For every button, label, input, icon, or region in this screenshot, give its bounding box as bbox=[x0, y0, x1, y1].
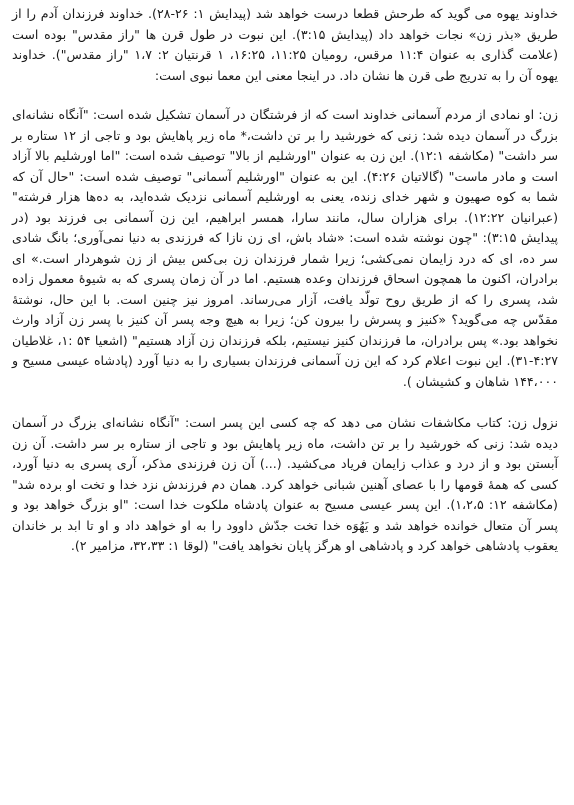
paragraph-woman: زن: او نمادی از مردم آسمانی خداوند است که از فرشتگان در آسمان تشکیل شده است: "آنگاه نشانه‌ای بزرگ در آسمان دیده شد: زنی که خورشید را بر تن داشت،* ماه زیر پاهایش بود و تاجی از ۱۲ ستاره بر سر داشت" (مکاشفه ۱۲:۱). این زن به عنوان "اورشلیم از بالا" توصیف شده است: "اما اورشلیم بالا آزاد است و مادر ماست" (گالاتیان ۴:۲۶). این به عنوان "اورشلیم آسمانی" توصیف شده است: "حال آن که شما به کوه صهیون و شهر خدای زنده، یعنی به اورشلیم آسمانی نزدیک شده‌اید، به ده‌ها هزار فرشته" (عبرانیان ۱۲:۲۲). برای هزاران سال، مانند سارا، همسر ابراهیم، این زن آسمانی بی فرزند بود (در پیدایش ۳:۱۵): "چون نوشته شده است: «شاد باش، ای زن نازا که فرزندی به دنیا نمی‌آوری؛ بانگ شادی سر ده، ای که درد زایمان نمی‌کشی؛ زیرا شمار فرزندان زن بی‌کس بیش از زن شوهردار است.» ای برادران، اکنون ما همچون اسحاق فرزندان وعده هستیم. اما در آن زمان پسری که به شیوهٔ معمول زاده شد، پسری را که از طریق روح تولّد یافت، آزار می‌رساند. امروز نیز چنین است. با این حال، نوشتهٔ مقدّس چه می‌گوید؟ «کنیز و پسرش را بیرون کن؛ زیرا به هیچ وجه پسر آن کنیز با پسر زن آزاد وارث نخواهد بود.» پس برادران، ما فرزندان کنیز نیستیم، بلکه فرزندان زن آزاد هستیم" (اشعیا ۵۴ :۱، غلاطیان ۴:۲۷-۳۱). این نبوت اعلام کرد که این زن آسمانی فرزندان بسیاری را به دنیا آورد (پادشاه عیسی مسیح و ۱۴۴،۰۰۰ شاهان و کشیشان ). bbox=[12, 107, 559, 389]
paragraph-intro: خداوند یهوه می گوید که طرحش قطعا درست خواهد شد (پیدایش ۱: ۲۶-۲۸). خداوند فرزندان آدم را از طریق «بذر زن» نجات خواهد داد (پیدایش ۳:۱۵). این نبوت در طول قرن ها "راز مقدس" بوده است (علامت گذاری به عنوان ۱۱:۴ مرقس، رومیان ۱۱:۲۵، ۱۶:۲۵، ۱ قرنتیان ۲: ۱،۷ "راز مقدس"). خداوند یهوه آن را به تدریج طی قرن ها نشان داد. در اینجا معنی این معما نبوی است: bbox=[12, 6, 559, 83]
paragraph-descent-of-woman: نزول زن: کتاب مکاشفات نشان می دهد که چه کسی این پسر است: "آنگاه نشانه‌ای بزرگ در آسمان دیده شد: زنی که خورشید را بر تن داشت، ماه زیر پاهایش بود و تاجی از ستاره بر سر داشت. آن زن آبستن بود و از درد و عذاب زایمان فریاد می‌کشید. (...) آن زن فرزندی مذکر، آری پسری به دنیا آورد، کسی که همهٔ قومها را با عصای آهنین شبانی خواهد کرد. همان دم فرزندش نزد خدا و تخت او برده شد" (مکاشفه ۱۲: ۱،۲،۵). این پسر عیسی مسیح به عنوان پادشاه ملکوت خدا است: "او بزرگ خواهد بود و پسر آن متعال خوانده خواهد شد و یَهُوَه خدا تخت جدّش داوود را به او خواهد داد و او تا ابد بر خاندان یعقوب پادشاهی خواهد کرد و پادشاهی او هرگز پایان نخواهد یافت" (لوقا ۱: ۳۲،۳۳، مزامیر ۲). bbox=[12, 415, 558, 553]
